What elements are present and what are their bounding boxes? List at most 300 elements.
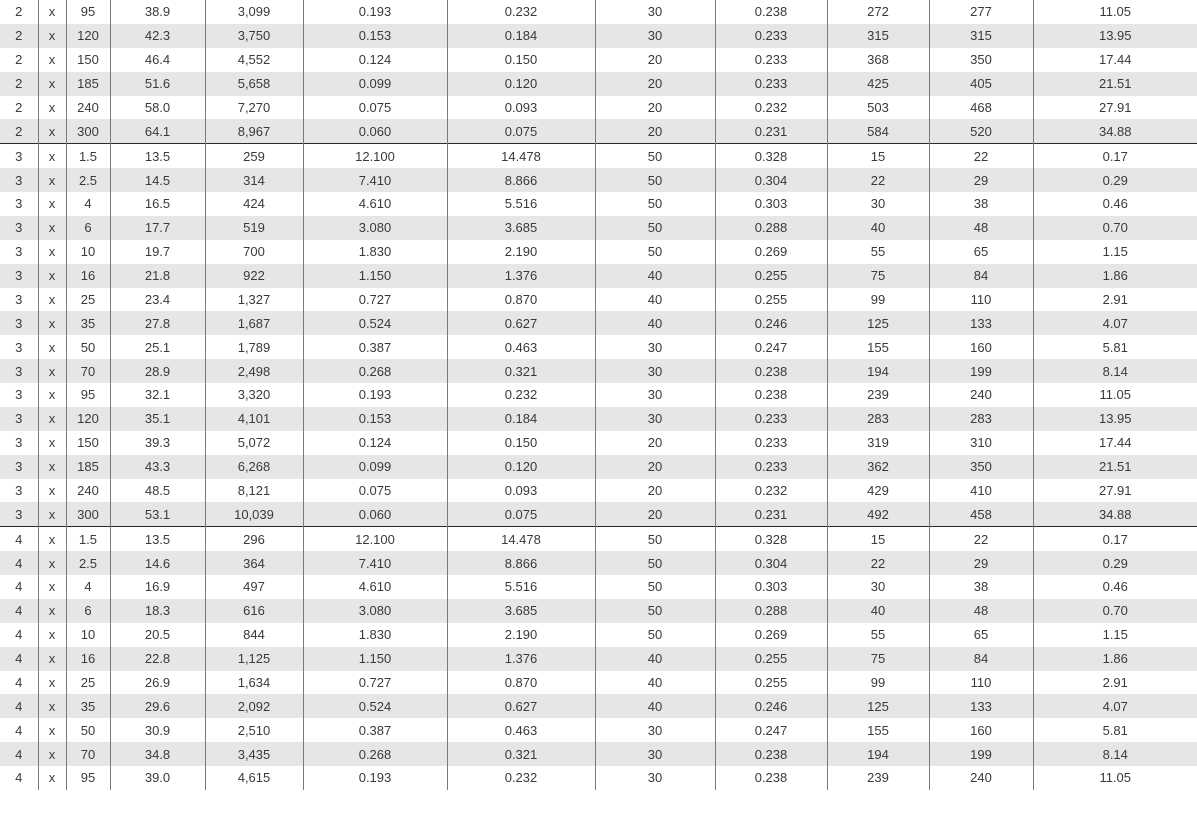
cell-inductance: 0.233: [715, 455, 827, 479]
cell-outer-diameter: 17.7: [110, 216, 205, 240]
cell-times-sign: x: [38, 335, 66, 359]
cell-rating-a: 272: [827, 0, 929, 24]
cell-rating-a: 283: [827, 407, 929, 431]
cell-cores: 3: [15, 244, 23, 260]
cell-times-sign: x: [38, 216, 66, 240]
cell-dc-resistance: 7.410: [303, 168, 447, 192]
cell-inductance: 0.231: [715, 502, 827, 526]
cell-dc-resistance: 1.150: [303, 264, 447, 288]
cell-col-12: 11.05: [1033, 0, 1197, 24]
cell-cores: 2: [15, 4, 23, 20]
cell-outer-diameter: 38.9: [110, 0, 205, 24]
cell-rating-b: 48: [929, 216, 1033, 240]
cell-ac-resistance: 3.685: [447, 216, 595, 240]
cell-cores: 4: [15, 579, 23, 595]
cell-col-12: 27.91: [1033, 479, 1197, 503]
cell-col-12: 21.51: [1033, 72, 1197, 96]
cell-dc-resistance: 0.099: [303, 72, 447, 96]
cell-rating-b: 405: [929, 72, 1033, 96]
table-row: [0, 288, 1197, 312]
cell-ac-resistance: 0.120: [447, 455, 595, 479]
cell-cross-section: 2.5: [66, 551, 110, 575]
cell-rating-a: 239: [827, 383, 929, 407]
cell-rating-a: 584: [827, 119, 929, 143]
cell-outer-diameter: 48.5: [110, 479, 205, 503]
cell-weight: 10,039: [205, 502, 303, 526]
cell-col-8: 50: [595, 527, 715, 551]
cell-cross-section: 185: [66, 455, 110, 479]
cell-weight: 2,498: [205, 359, 303, 383]
cell-ac-resistance: 0.093: [447, 479, 595, 503]
cell-times-sign: x: [38, 144, 66, 168]
cell-inductance: 0.269: [715, 623, 827, 647]
cell-col-12: 0.70: [1033, 599, 1197, 623]
cell-times-sign: x: [38, 623, 66, 647]
cell-ac-resistance: 14.478: [447, 527, 595, 551]
table-row: [0, 0, 1197, 24]
cell-rating-b: 315: [929, 24, 1033, 48]
cell-cross-section: 35: [66, 311, 110, 335]
cell-weight: 3,435: [205, 742, 303, 766]
cell-col-8: 50: [595, 144, 715, 168]
cell-weight: 922: [205, 264, 303, 288]
cell-col-8: 50: [595, 575, 715, 599]
cell-cores: 3: [0, 455, 38, 479]
cell-col-8: 20: [595, 96, 715, 120]
cell-cross-section: 300: [66, 119, 110, 143]
cell-rating-a: 194: [827, 742, 929, 766]
cell-inductance: 0.233: [715, 407, 827, 431]
cell-rating-b: 410: [929, 479, 1033, 503]
cell-times-sign: x: [38, 96, 66, 120]
cell-inductance: 0.303: [715, 192, 827, 216]
cell-outer-diameter: 19.7: [110, 240, 205, 264]
cell-rating-b: 520: [929, 119, 1033, 143]
cell-weight: 2,092: [205, 694, 303, 718]
cell-times-sign: x: [38, 359, 66, 383]
table-row: [0, 264, 1197, 288]
cell-outer-diameter: 13.5: [110, 144, 205, 168]
cell-rating-b: 110: [929, 288, 1033, 312]
cell-rating-b: 199: [929, 742, 1033, 766]
cell-col-12: 5.81: [1033, 718, 1197, 742]
table-row: [0, 72, 1197, 96]
cell-inductance: 0.303: [715, 575, 827, 599]
cell-cores: 3: [0, 216, 38, 240]
cell-cross-section: 2.5: [66, 168, 110, 192]
cell-dc-resistance: 0.387: [303, 718, 447, 742]
cell-dc-resistance: 0.124: [303, 48, 447, 72]
cell-inductance: 0.255: [715, 647, 827, 671]
cell-col-8: 30: [595, 718, 715, 742]
cell-rating-a: 99: [827, 288, 929, 312]
cell-rating-a: 194: [827, 359, 929, 383]
cell-rating-b: 38: [929, 575, 1033, 599]
cell-weight: 1,634: [205, 671, 303, 695]
cell-weight: 3,750: [205, 24, 303, 48]
cell-weight: 8,967: [205, 119, 303, 143]
cell-rating-a: 22: [827, 551, 929, 575]
cell-dc-resistance: 0.060: [303, 502, 447, 526]
cell-cross-section: 25: [66, 671, 110, 695]
cell-col-12: 0.70: [1033, 216, 1197, 240]
cell-rating-a: 319: [827, 431, 929, 455]
cell-cross-section: 50: [66, 335, 110, 359]
cell-ac-resistance: 3.685: [447, 599, 595, 623]
table-row: [0, 479, 1197, 503]
cell-rating-b: 468: [929, 96, 1033, 120]
cell-col-8: 30: [595, 407, 715, 431]
cell-rating-a: 125: [827, 311, 929, 335]
cell-weight: 3,099: [205, 0, 303, 24]
cell-cores: 3: [0, 502, 38, 526]
table-row: [0, 119, 1197, 143]
cell-rating-b: 160: [929, 335, 1033, 359]
cell-dc-resistance: 0.099: [303, 455, 447, 479]
cell-rating-b: 29: [929, 168, 1033, 192]
cell-cross-section: 95: [66, 383, 110, 407]
cell-outer-diameter: 23.4: [110, 288, 205, 312]
cell-inductance: 0.238: [715, 359, 827, 383]
cell-rating-a: 15: [827, 144, 929, 168]
cell-col-8: 40: [595, 671, 715, 695]
cell-ac-resistance: 0.627: [447, 694, 595, 718]
cell-col-8: 30: [595, 0, 715, 24]
cell-ac-resistance: 2.190: [447, 240, 595, 264]
cell-cross-section: 6: [66, 599, 110, 623]
cell-cores: 3: [15, 339, 23, 355]
cell-times-sign: x: [38, 240, 66, 264]
cell-weight: 424: [205, 192, 303, 216]
cell-cores: 3: [0, 407, 38, 431]
cell-inductance: 0.238: [715, 742, 827, 766]
cell-ac-resistance: 0.184: [447, 407, 595, 431]
cell-rating-b: 84: [929, 264, 1033, 288]
cell-inductance: 0.238: [715, 766, 827, 790]
cell-rating-a: 30: [827, 575, 929, 599]
cell-col-12: 5.81: [1033, 335, 1197, 359]
cell-ac-resistance: 8.866: [447, 551, 595, 575]
table-row: [0, 144, 1197, 168]
cell-times-sign: x: [38, 599, 66, 623]
cell-times-sign: x: [38, 479, 66, 503]
cell-cores: 2: [0, 72, 38, 96]
cell-cores: 3: [15, 291, 23, 307]
cell-ac-resistance: 0.321: [447, 359, 595, 383]
cell-dc-resistance: 3.080: [303, 216, 447, 240]
cell-weight: 4,615: [205, 766, 303, 790]
cell-dc-resistance: 7.410: [303, 551, 447, 575]
cell-cores: 2: [0, 119, 38, 143]
cell-cores: 2: [15, 99, 23, 115]
cell-outer-diameter: 20.5: [110, 623, 205, 647]
cell-col-12: 0.46: [1033, 575, 1197, 599]
cell-col-12: 0.17: [1033, 144, 1197, 168]
cell-times-sign: x: [38, 455, 66, 479]
cell-times-sign: x: [38, 407, 66, 431]
cell-times-sign: x: [38, 168, 66, 192]
cell-dc-resistance: 0.060: [303, 119, 447, 143]
cell-col-8: 40: [595, 311, 715, 335]
cell-dc-resistance: 0.075: [303, 96, 447, 120]
cell-col-8: 50: [595, 192, 715, 216]
cell-dc-resistance: 0.524: [303, 311, 447, 335]
cell-weight: 4,552: [205, 48, 303, 72]
cell-cross-section: 1.5: [66, 527, 110, 551]
cell-col-8: 20: [595, 72, 715, 96]
cell-outer-diameter: 34.8: [110, 742, 205, 766]
table-row: [0, 455, 1197, 479]
cell-weight: 5,072: [205, 431, 303, 455]
cell-ac-resistance: 14.478: [447, 144, 595, 168]
table-row: [0, 527, 1197, 551]
cell-col-12: 21.51: [1033, 455, 1197, 479]
cell-dc-resistance: 12.100: [303, 527, 447, 551]
cell-rating-b: 458: [929, 502, 1033, 526]
cell-ac-resistance: 2.190: [447, 623, 595, 647]
cell-ac-resistance: 0.463: [447, 718, 595, 742]
cell-times-sign: x: [38, 264, 66, 288]
cell-inductance: 0.269: [715, 240, 827, 264]
cell-dc-resistance: 0.153: [303, 24, 447, 48]
cell-col-8: 30: [595, 24, 715, 48]
cell-rating-b: 240: [929, 383, 1033, 407]
cell-cores: 4: [0, 527, 38, 551]
cell-col-12: 1.15: [1033, 240, 1197, 264]
cell-times-sign: x: [38, 647, 66, 671]
cell-rating-a: 40: [827, 216, 929, 240]
cell-col-12: 0.17: [1033, 527, 1197, 551]
cell-outer-diameter: 29.6: [110, 694, 205, 718]
cell-times-sign: x: [38, 192, 66, 216]
cell-col-12: 8.14: [1033, 359, 1197, 383]
cell-rating-a: 22: [827, 168, 929, 192]
cell-rating-b: 160: [929, 718, 1033, 742]
cell-col-8: 50: [595, 168, 715, 192]
cell-weight: 1,687: [205, 311, 303, 335]
cell-dc-resistance: 12.100: [303, 144, 447, 168]
cell-outer-diameter: 28.9: [110, 359, 205, 383]
cell-weight: 1,327: [205, 288, 303, 312]
cell-rating-b: 29: [929, 551, 1033, 575]
cell-rating-a: 492: [827, 502, 929, 526]
cell-cross-section: 185: [66, 72, 110, 96]
cell-col-12: 34.88: [1033, 502, 1197, 526]
cell-col-8: 30: [595, 383, 715, 407]
table-row: [0, 335, 1197, 359]
cell-rating-a: 155: [827, 718, 929, 742]
table-row: [0, 168, 1197, 192]
cell-cross-section: 16: [66, 264, 110, 288]
table-row: [0, 623, 1197, 647]
cell-cross-section: 4: [66, 575, 110, 599]
cell-col-8: 20: [595, 119, 715, 143]
cell-rating-a: 503: [827, 96, 929, 120]
cell-rating-b: 22: [929, 527, 1033, 551]
cell-inductance: 0.246: [715, 694, 827, 718]
cell-cross-section: 25: [66, 288, 110, 312]
cell-times-sign: x: [38, 48, 66, 72]
cell-rating-b: 84: [929, 647, 1033, 671]
cell-cross-section: 6: [66, 216, 110, 240]
cell-ac-resistance: 0.232: [447, 0, 595, 24]
cell-dc-resistance: 0.727: [303, 288, 447, 312]
cell-inductance: 0.255: [715, 671, 827, 695]
cell-cores: 4: [15, 674, 23, 690]
cell-cross-section: 16: [66, 647, 110, 671]
cell-weight: 616: [205, 599, 303, 623]
cell-cross-section: 70: [66, 359, 110, 383]
cell-cross-section: 10: [66, 623, 110, 647]
cell-cores: 4: [15, 627, 23, 643]
cell-cross-section: 1.5: [66, 144, 110, 168]
cell-rating-a: 55: [827, 623, 929, 647]
cell-col-12: 27.91: [1033, 96, 1197, 120]
cell-times-sign: x: [38, 766, 66, 790]
cell-ac-resistance: 0.075: [447, 119, 595, 143]
table-row: [0, 216, 1197, 240]
cell-outer-diameter: 58.0: [110, 96, 205, 120]
cell-outer-diameter: 22.8: [110, 647, 205, 671]
cell-rating-a: 40: [827, 599, 929, 623]
cell-inductance: 0.232: [715, 96, 827, 120]
cell-outer-diameter: 16.5: [110, 192, 205, 216]
table-row: [0, 96, 1197, 120]
cell-times-sign: x: [38, 119, 66, 143]
cell-rating-b: 22: [929, 144, 1033, 168]
cell-weight: 8,121: [205, 479, 303, 503]
table-row: [0, 383, 1197, 407]
cell-col-12: 8.14: [1033, 742, 1197, 766]
cell-cross-section: 95: [66, 766, 110, 790]
cell-col-8: 20: [595, 455, 715, 479]
cell-col-12: 4.07: [1033, 311, 1197, 335]
table-row: [0, 694, 1197, 718]
cell-col-12: 34.88: [1033, 119, 1197, 143]
cell-col-8: 20: [595, 48, 715, 72]
cell-times-sign: x: [38, 694, 66, 718]
cell-col-12: 4.07: [1033, 694, 1197, 718]
cell-ac-resistance: 5.516: [447, 192, 595, 216]
cell-col-12: 0.29: [1033, 168, 1197, 192]
cell-outer-diameter: 25.1: [110, 335, 205, 359]
cell-col-12: 17.44: [1033, 431, 1197, 455]
cell-times-sign: x: [38, 288, 66, 312]
cell-inductance: 0.233: [715, 431, 827, 455]
cell-cross-section: 120: [66, 24, 110, 48]
cell-ac-resistance: 0.075: [447, 502, 595, 526]
cell-dc-resistance: 0.075: [303, 479, 447, 503]
cell-rating-a: 75: [827, 264, 929, 288]
cell-ac-resistance: 1.376: [447, 264, 595, 288]
cell-rating-b: 350: [929, 455, 1033, 479]
cell-outer-diameter: 26.9: [110, 671, 205, 695]
cell-cores: 4: [15, 770, 23, 786]
cell-dc-resistance: 0.268: [303, 742, 447, 766]
table-row: [0, 575, 1197, 599]
cell-weight: 4,101: [205, 407, 303, 431]
cell-inductance: 0.255: [715, 264, 827, 288]
cell-weight: 314: [205, 168, 303, 192]
cell-outer-diameter: 51.6: [110, 72, 205, 96]
cell-outer-diameter: 16.9: [110, 575, 205, 599]
table-row: [0, 671, 1197, 695]
cell-col-12: 11.05: [1033, 766, 1197, 790]
cell-inductance: 0.231: [715, 119, 827, 143]
cell-times-sign: x: [38, 575, 66, 599]
cell-rating-b: 350: [929, 48, 1033, 72]
cell-rating-b: 277: [929, 0, 1033, 24]
cell-cross-section: 4: [66, 192, 110, 216]
cell-dc-resistance: 1.830: [303, 240, 447, 264]
table-row: [0, 311, 1197, 335]
cell-times-sign: x: [38, 502, 66, 526]
cell-col-8: 30: [595, 766, 715, 790]
cell-cross-section: 10: [66, 240, 110, 264]
cell-col-8: 20: [595, 479, 715, 503]
table-row: [0, 48, 1197, 72]
cell-times-sign: x: [38, 72, 66, 96]
cell-dc-resistance: 0.153: [303, 407, 447, 431]
cell-col-12: 2.91: [1033, 671, 1197, 695]
cell-ac-resistance: 0.232: [447, 383, 595, 407]
cell-cores: 3: [0, 311, 38, 335]
cell-col-12: 2.91: [1033, 288, 1197, 312]
cell-cores: 4: [0, 551, 38, 575]
cell-cores: 3: [0, 144, 38, 168]
table-row: [0, 431, 1197, 455]
cell-weight: 5,658: [205, 72, 303, 96]
cell-weight: 519: [205, 216, 303, 240]
cell-col-8: 40: [595, 264, 715, 288]
cell-col-8: 20: [595, 431, 715, 455]
cell-rating-a: 155: [827, 335, 929, 359]
cell-cores: 4: [15, 722, 23, 738]
cell-weight: 259: [205, 144, 303, 168]
table-row: [0, 599, 1197, 623]
cell-dc-resistance: 0.193: [303, 766, 447, 790]
cell-cross-section: 70: [66, 742, 110, 766]
cell-cross-section: 240: [66, 479, 110, 503]
cell-ac-resistance: 0.150: [447, 431, 595, 455]
cell-col-8: 30: [595, 359, 715, 383]
cell-col-8: 30: [595, 335, 715, 359]
cell-rating-a: 239: [827, 766, 929, 790]
cell-dc-resistance: 4.610: [303, 575, 447, 599]
cell-rating-b: 38: [929, 192, 1033, 216]
cell-cross-section: 240: [66, 96, 110, 120]
table-row: [0, 766, 1197, 790]
cell-weight: 6,268: [205, 455, 303, 479]
table-row: [0, 24, 1197, 48]
cell-inductance: 0.238: [715, 0, 827, 24]
cell-col-8: 40: [595, 288, 715, 312]
cell-outer-diameter: 42.3: [110, 24, 205, 48]
cell-ac-resistance: 5.516: [447, 575, 595, 599]
cell-inductance: 0.304: [715, 551, 827, 575]
cell-col-8: 50: [595, 216, 715, 240]
table-row: [0, 359, 1197, 383]
cell-ac-resistance: 0.627: [447, 311, 595, 335]
table-row: [0, 407, 1197, 431]
cell-cores: 3: [15, 387, 23, 403]
cell-dc-resistance: 0.524: [303, 694, 447, 718]
cell-cores: 3: [15, 196, 23, 212]
cell-cross-section: 150: [66, 431, 110, 455]
cell-times-sign: x: [38, 742, 66, 766]
cell-dc-resistance: 0.193: [303, 383, 447, 407]
cell-dc-resistance: 4.610: [303, 192, 447, 216]
